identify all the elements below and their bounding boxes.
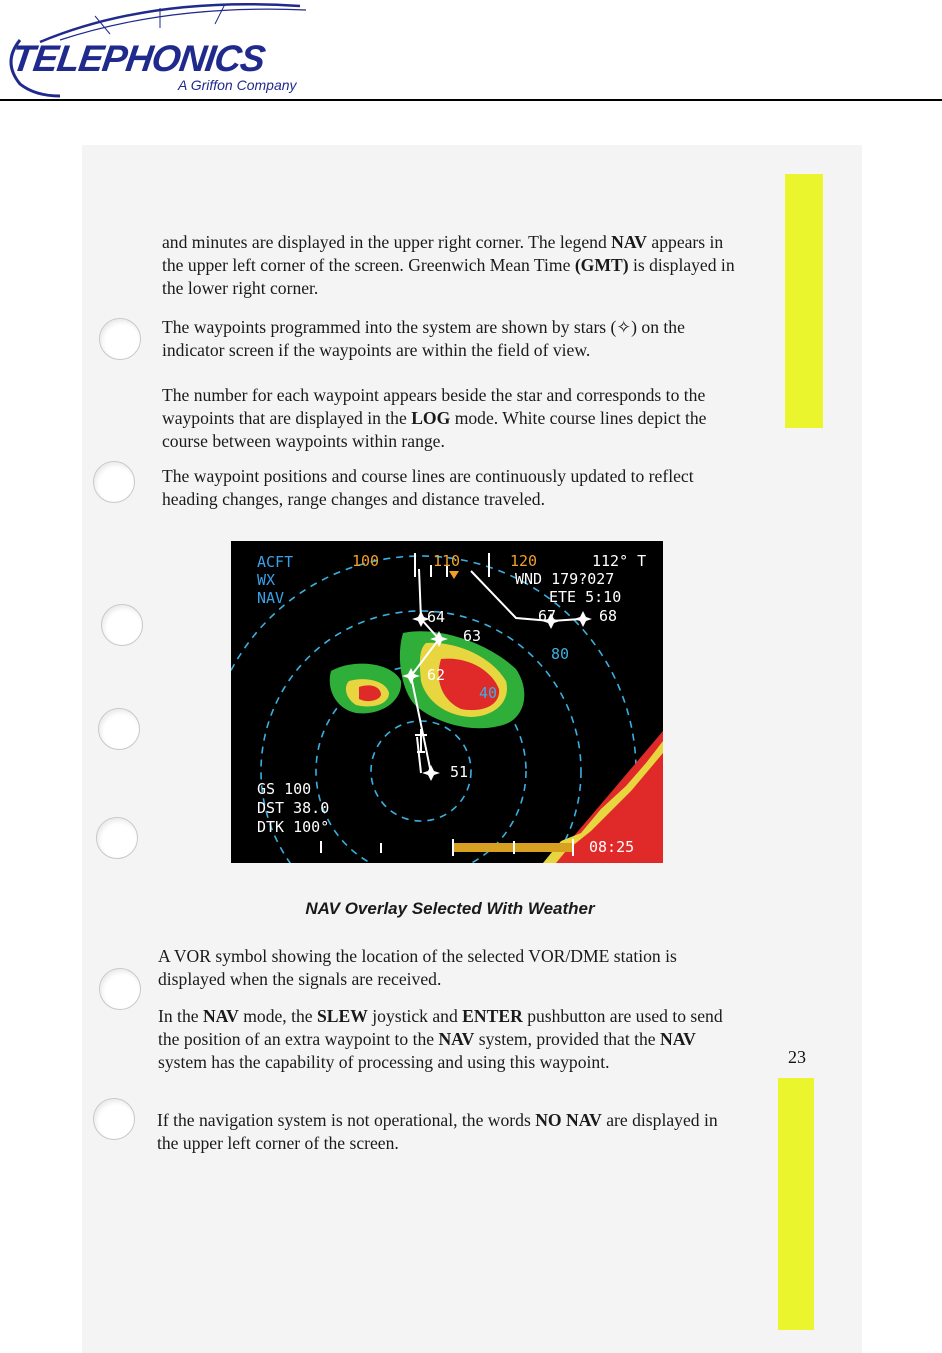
paragraph-text: pushbutton are used to send the position of an extra waypoint to the xyxy=(158,1006,723,1049)
paragraph-text: are displayed in the upper left corner of the screen. xyxy=(157,1110,718,1153)
waypoint-star xyxy=(422,765,440,781)
mode-legend-nav: NAV xyxy=(257,589,285,607)
paragraph xyxy=(157,1109,737,1155)
paragraph-text: In the xyxy=(158,1006,203,1026)
paragraph xyxy=(158,945,733,991)
binder-hole xyxy=(93,461,135,503)
paragraph xyxy=(158,1005,733,1074)
bold-term: NAV xyxy=(438,1029,475,1049)
ground-speed-readout: GS 100 xyxy=(257,780,312,798)
company-name: TELEPHONICS xyxy=(9,38,268,79)
gmt-time-readout: 08:25 xyxy=(589,838,635,856)
paragraph xyxy=(162,465,727,511)
company-logo xyxy=(0,0,370,100)
paragraph-text: and minutes are displayed in the upper right corner. The legend xyxy=(162,232,612,252)
weather-returns xyxy=(330,631,663,863)
paragraph-text: The waypoint positions and course lines are continuously updated to reflect heading changes, range changes and distance traveled. xyxy=(162,466,694,509)
waypoint-star xyxy=(574,611,592,627)
bold-term: (GMT) xyxy=(574,255,629,275)
paragraph-text: system has the capability of processing and using this waypoint. xyxy=(158,1052,610,1072)
binder-hole xyxy=(99,968,141,1010)
paragraph-text: The waypoints programmed into the system are shown by stars (✧) on the indicator screen if the waypoints are within the field of view. xyxy=(162,317,685,360)
range-label-40: 40 xyxy=(479,684,498,702)
section-tab-top xyxy=(785,174,823,428)
binder-hole xyxy=(98,708,140,750)
waypoint-label-64: 64 xyxy=(427,608,446,626)
paragraph-text: If the navigation system is not operational, the words xyxy=(157,1110,536,1130)
binder-hole xyxy=(96,817,138,859)
header-divider xyxy=(0,99,942,101)
radar-display-figure xyxy=(231,541,663,863)
binder-hole xyxy=(99,318,141,360)
waypoint-label-67: 67 xyxy=(538,607,557,625)
waypoint-label-68: 68 xyxy=(599,607,618,625)
bold-term: SLEW xyxy=(317,1006,368,1026)
heading-scale-120: 120 xyxy=(510,552,538,570)
paragraph-text: appears in the upper left corner of the screen. Greenwich Mean Time xyxy=(162,232,724,275)
paragraph-text: mode. White course lines depict the course between waypoints within range. xyxy=(162,408,707,451)
paragraph-text: joystick and xyxy=(367,1006,463,1026)
ete-readout: ETE 5:10 xyxy=(549,588,622,606)
heading-scale-110: 110 xyxy=(433,552,461,570)
paragraph-text: is displayed in the lower right corner. xyxy=(162,255,735,298)
paragraph-text: The number for each waypoint appears beside the star and corresponds to the waypoints that are displayed in the xyxy=(162,385,706,428)
company-subtitle: A Griffon Company xyxy=(178,77,297,93)
waypoint-label-51: 51 xyxy=(450,763,469,781)
heading-scale-100: 100 xyxy=(352,552,380,570)
paragraph-text: system, provided that the xyxy=(474,1029,661,1049)
mode-legend-acft: ACFT xyxy=(257,553,294,571)
bold-term: NAV xyxy=(611,232,648,252)
bold-term: ENTER xyxy=(462,1006,523,1026)
paragraph xyxy=(162,231,747,300)
waypoint-label-62: 62 xyxy=(427,666,446,684)
bold-term: LOG xyxy=(411,408,451,428)
bold-term: NAV xyxy=(202,1006,239,1026)
heading-bug xyxy=(449,571,459,579)
waypoint-label-63: 63 xyxy=(463,627,482,645)
range-label-80: 80 xyxy=(551,645,570,663)
binder-hole xyxy=(101,604,143,646)
paragraph-text: mode, the xyxy=(238,1006,317,1026)
bold-term: NO NAV xyxy=(535,1110,602,1130)
figure-caption: NAV Overlay Selected With Weather xyxy=(305,899,595,918)
binder-hole xyxy=(93,1098,135,1140)
bold-term: NAV xyxy=(660,1029,696,1049)
distance-readout: DST 38.0 xyxy=(257,799,330,817)
page-header xyxy=(0,0,942,102)
page-number: 23 xyxy=(788,1047,806,1067)
desired-track-readout: DTK 100° xyxy=(257,818,330,836)
wind-readout: WND 179?027 xyxy=(515,570,615,588)
paragraph xyxy=(162,316,742,362)
section-tab-bottom xyxy=(778,1078,814,1330)
paragraph xyxy=(162,384,747,453)
paragraph-text: A VOR symbol showing the location of the selected VOR/DME station is displayed when the signals are received. xyxy=(158,946,677,989)
heading-readout: 112° T xyxy=(592,552,647,570)
mode-legend-wx: WX xyxy=(257,571,276,589)
